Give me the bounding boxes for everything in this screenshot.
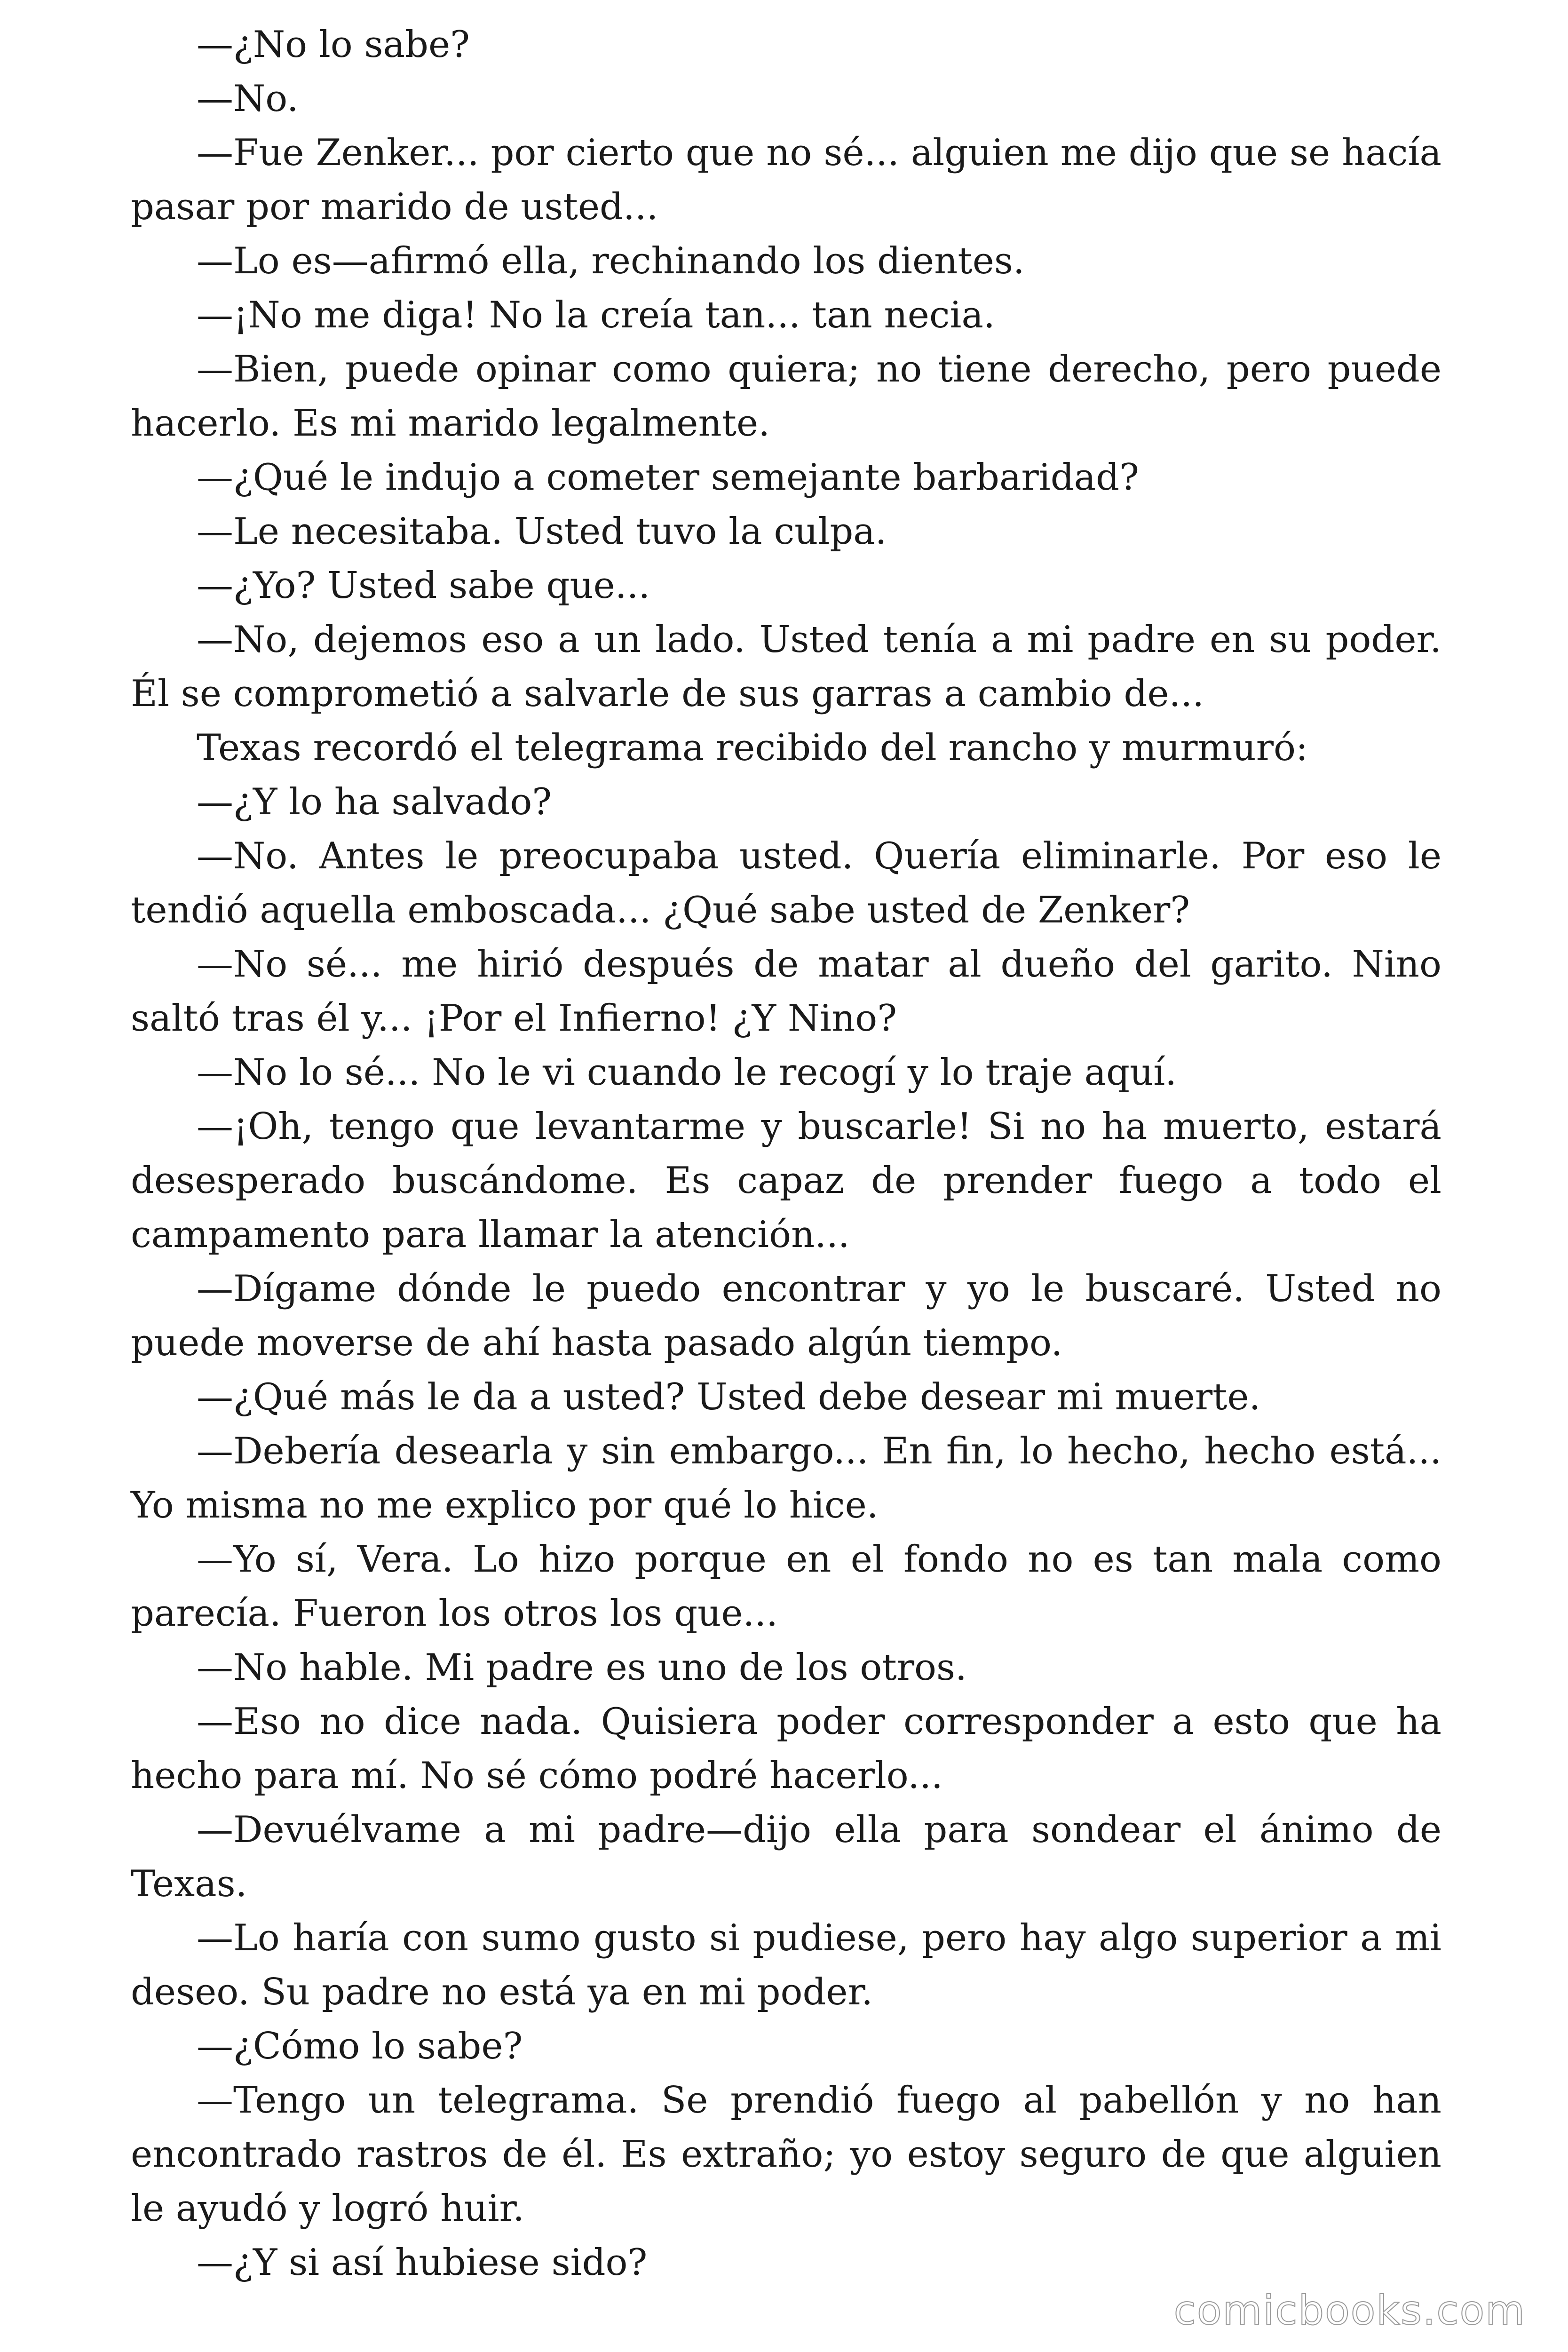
paragraph: —¡Oh, tengo que levantarme y buscarle! Si no ha muerto, estará desesperado buscándome. Es capaz de prender fuego a todo el campamento para llamar la atención... [131, 1105, 1441, 1256]
paragraph: —Lo haría con sumo gusto si pudiese, pero hay algo superior a mi deseo. Su padre no está ya en mi poder. [131, 1917, 1441, 2013]
paragraph: —Le necesitaba. Usted tuvo la culpa. [197, 510, 887, 553]
paragraph: —¿Qué le indujo a cometer semejante barbaridad? [197, 456, 1139, 499]
paragraph: —Bien, puede opinar como quiera; no tiene derecho, pero puede hacerlo. Es mi marido legalmente. [131, 348, 1441, 445]
paragraph: —¿Qué más le da a usted? Usted debe desear mi muerte. [197, 1376, 1261, 1418]
paragraph: —No. Antes le preocupaba usted. Quería eliminarle. Por eso le tendió aquella emboscada... ¿Qué sabe usted de Zenker? [131, 835, 1441, 931]
paragraph: —¿Yo? Usted sabe que... [197, 564, 650, 607]
paragraph: —¡No me diga! No la creía tan... tan necia. [197, 294, 995, 336]
paragraph: —Dígame dónde le puedo encontrar y yo le buscaré. Usted no puede moverse de ahí hasta pasado algún tiempo. [131, 1268, 1441, 1364]
paragraph: —Fue Zenker... por cierto que no sé... alguien me dijo que se hacía pasar por marido de usted... [131, 132, 1441, 228]
paragraph: —¿No lo sabe? [197, 24, 470, 66]
paragraph: —Lo es—afirmó ella, rechinando los dientes. [197, 240, 1025, 282]
paragraph: —No, dejemos eso a un lado. Usted tenía a mi padre en su poder. Él se comprometió a salvarle de sus garras a cambio de... [131, 619, 1441, 715]
paragraph: —Eso no dice nada. Quisiera poder corresponder a esto que ha hecho para mí. No sé cómo podré hacerlo... [131, 1700, 1441, 1797]
paragraph: —¿Y lo ha salvado? [197, 781, 552, 823]
paragraph: —¿Cómo lo sabe? [197, 2025, 523, 2067]
paragraph: —Tengo un telegrama. Se prendió fuego al pabellón y no han encontrado rastros de él. Es extraño; yo estoy seguro de que alguien le ayudó y logró huir. [131, 2079, 1441, 2230]
paragraph: —No sé... me hirió después de matar al dueño del garito. Nino saltó tras él y... ¡Por el Infierno! ¿Y Nino? [131, 943, 1441, 1040]
paragraph: —Debería desearla y sin embargo... En fin, lo hecho, hecho está... Yo misma no me explico por qué lo hice. [131, 1430, 1441, 1526]
watermark-text: comicbooks.com [1173, 2287, 1526, 2334]
paragraph: —¿Y si así hubiese sido? [197, 2241, 648, 2284]
paragraph: —Devuélvame a mi padre—dijo ella para sondear el ánimo de Texas. [131, 1809, 1441, 1905]
paragraph: —No hable. Mi padre es uno de los otros. [197, 1646, 967, 1689]
paragraph: —No. [197, 78, 299, 120]
paragraph: —No lo sé... No le vi cuando le recogí y lo traje aquí. [197, 1051, 1177, 1094]
paragraph: Texas recordó el telegrama recibido del rancho y murmuró: [197, 727, 1308, 769]
book-page-text [131, 18, 1441, 2290]
paragraph: —Yo sí, Vera. Lo hizo porque en el fondo no es tan mala como parecía. Fueron los otros los que... [131, 1538, 1441, 1635]
